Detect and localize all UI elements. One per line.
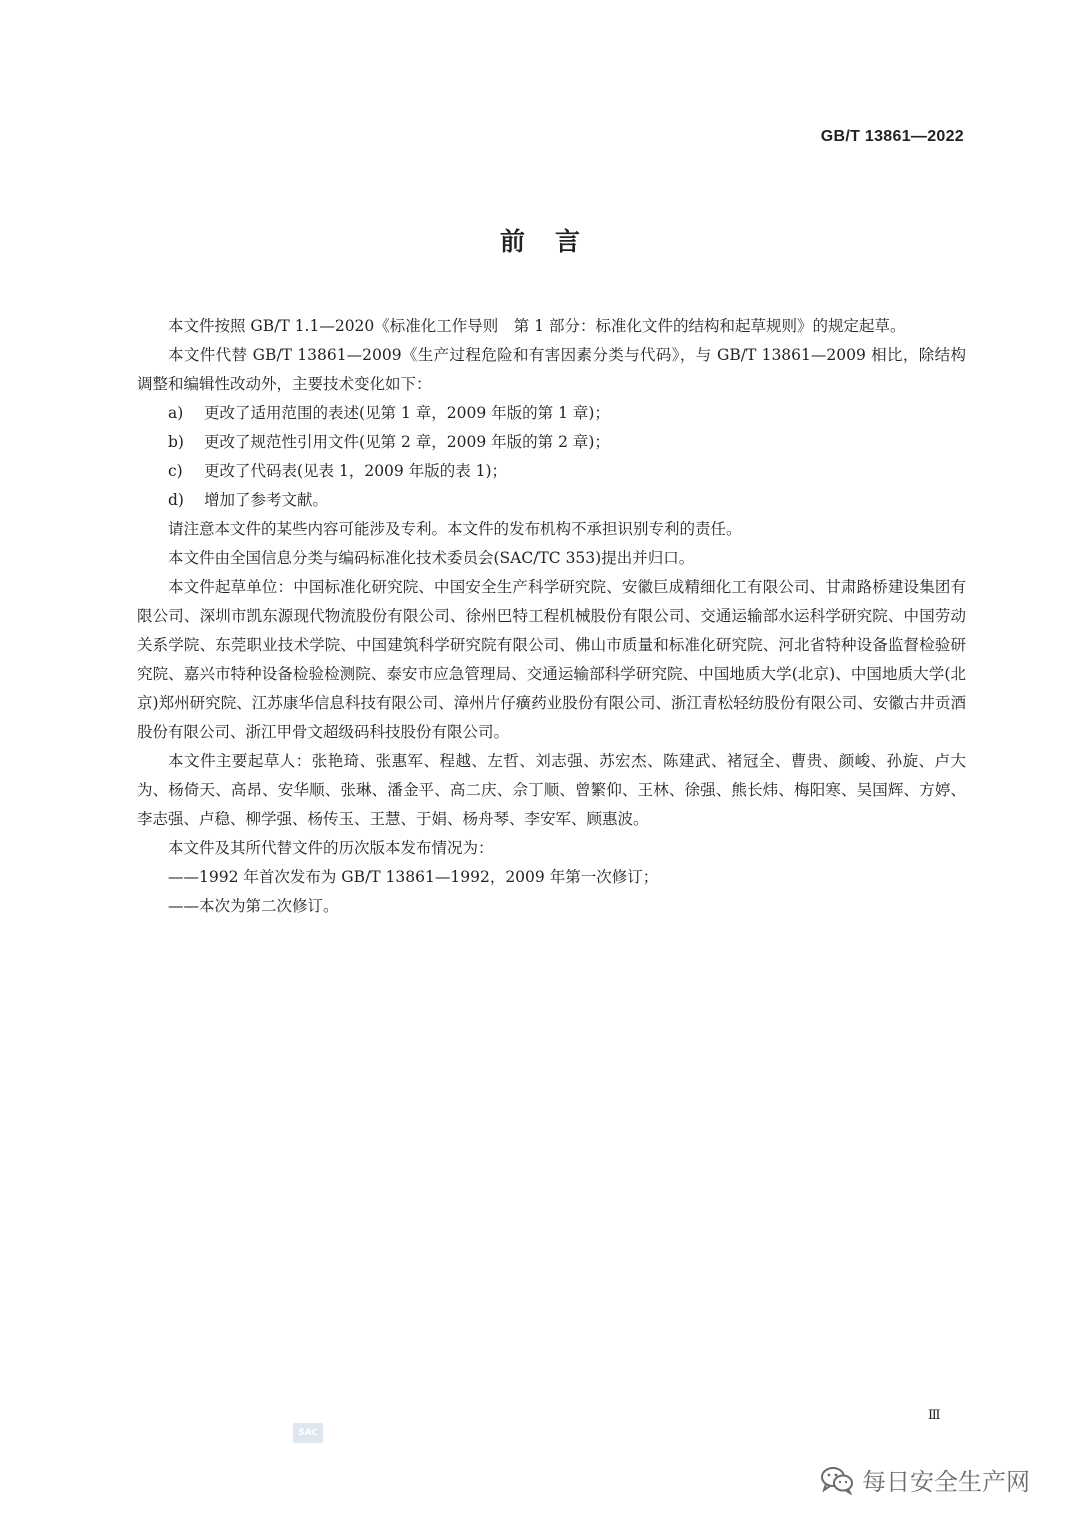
list-item-text: 更改了规范性引用文件(见第 2 章，2009 年版的第 2 章)； bbox=[204, 433, 610, 451]
wechat-icon bbox=[820, 1465, 854, 1495]
page-number: Ⅲ bbox=[928, 1408, 941, 1423]
history-item: ——1992 年首次发布为 GB/T 13861—1992，2009 年第一次修订； bbox=[168, 868, 659, 886]
paragraph-replacement: 本文件代替 GB/T 13861—2009《生产过程危险和有害因素分类与代码》，与 GB/T 13861—2009 相比，除结构调整和编辑性改动外，主要技术变化如下： bbox=[137, 346, 966, 393]
paragraph-patent-notice: 请注意本文件的某些内容可能涉及专利。本文件的发布机构不承担识别专利的责任。 bbox=[168, 520, 742, 538]
history-item: ——本次为第二次修订。 bbox=[168, 897, 339, 915]
list-item-text: 增加了参考文献。 bbox=[204, 491, 329, 509]
foreword-body bbox=[137, 312, 966, 921]
paragraph-drafting-units: 本文件起草单位：中国标准化研究院、中国安全生产科学研究院、安徽巨成精细化工有限公司、甘肃路桥建设集团有限公司、深圳市凯东源现代物流股份有限公司、徐州巴特工程机械股份有限公司、交通运输部水运科学研究院、中国劳动关系学院、东莞职业技术学院、中国建筑科学研究院有限公司、佛山市质量和标准化研究院、河北省特种设备监督检验研究院、嘉兴市特种设备检验检测院、泰安市应急管理局、交通运输部科学研究院、中国地质大学(北京)、中国地质大学(北京)郑州研究院、江苏康华信息科技有限公司、漳州片仔癀药业股份有限公司、浙江青松轻纺股份有限公司、安徽古井贡酒股份有限公司、浙江甲骨文超级码科技股份有限公司。 bbox=[137, 578, 966, 741]
list-item bbox=[137, 428, 966, 457]
sac-logo: SAC bbox=[293, 1423, 323, 1443]
watermark bbox=[820, 1462, 1030, 1497]
list-item bbox=[137, 486, 966, 515]
list-item bbox=[137, 399, 966, 428]
paragraph-committee: 本文件由全国信息分类与编码标准化技术委员会(SAC/TC 353)提出并归口。 bbox=[168, 549, 695, 567]
list-item bbox=[137, 457, 966, 486]
list-item-text: 更改了代码表(见表 1，2009 年版的表 1)； bbox=[204, 462, 508, 480]
watermark-text: 每日安全生产网 bbox=[862, 1468, 1030, 1496]
paragraph-drafting-rules: 本文件按照 GB/T 1.1—2020《标准化工作导则 第 1 部分：标准化文件的结构和起草规则》的规定起草。 bbox=[168, 317, 906, 335]
list-item-mark: c) bbox=[168, 462, 183, 480]
list-item-mark: d) bbox=[168, 491, 184, 509]
paragraph-history-intro: 本文件及其所代替文件的历次版本发布情况为： bbox=[168, 839, 494, 857]
standard-code: GB/T 13861—2022 bbox=[820, 128, 964, 145]
page-title: 前言 bbox=[499, 227, 610, 256]
list-item-mark: a) bbox=[168, 404, 184, 422]
list-item-mark: b) bbox=[168, 433, 184, 451]
paragraph-drafters: 本文件主要起草人：张艳琦、张惠军、程越、左哲、刘志强、苏宏杰、陈建武、褚冠全、曹贵、颜峻、孙旋、卢大为、杨倚天、高昂、安华顺、张琳、潘金平、高二庆、佘丁顺、曾繁仰、王林、徐强、熊长炜、梅阳寒、吴国辉、方婷、李志强、卢稳、柳学强、杨传玉、王慧、于娟、杨舟琴、李安军、顾惠波。 bbox=[137, 752, 966, 828]
list-item-text: 更改了适用范围的表述(见第 1 章，2009 年版的第 1 章)； bbox=[204, 404, 610, 422]
